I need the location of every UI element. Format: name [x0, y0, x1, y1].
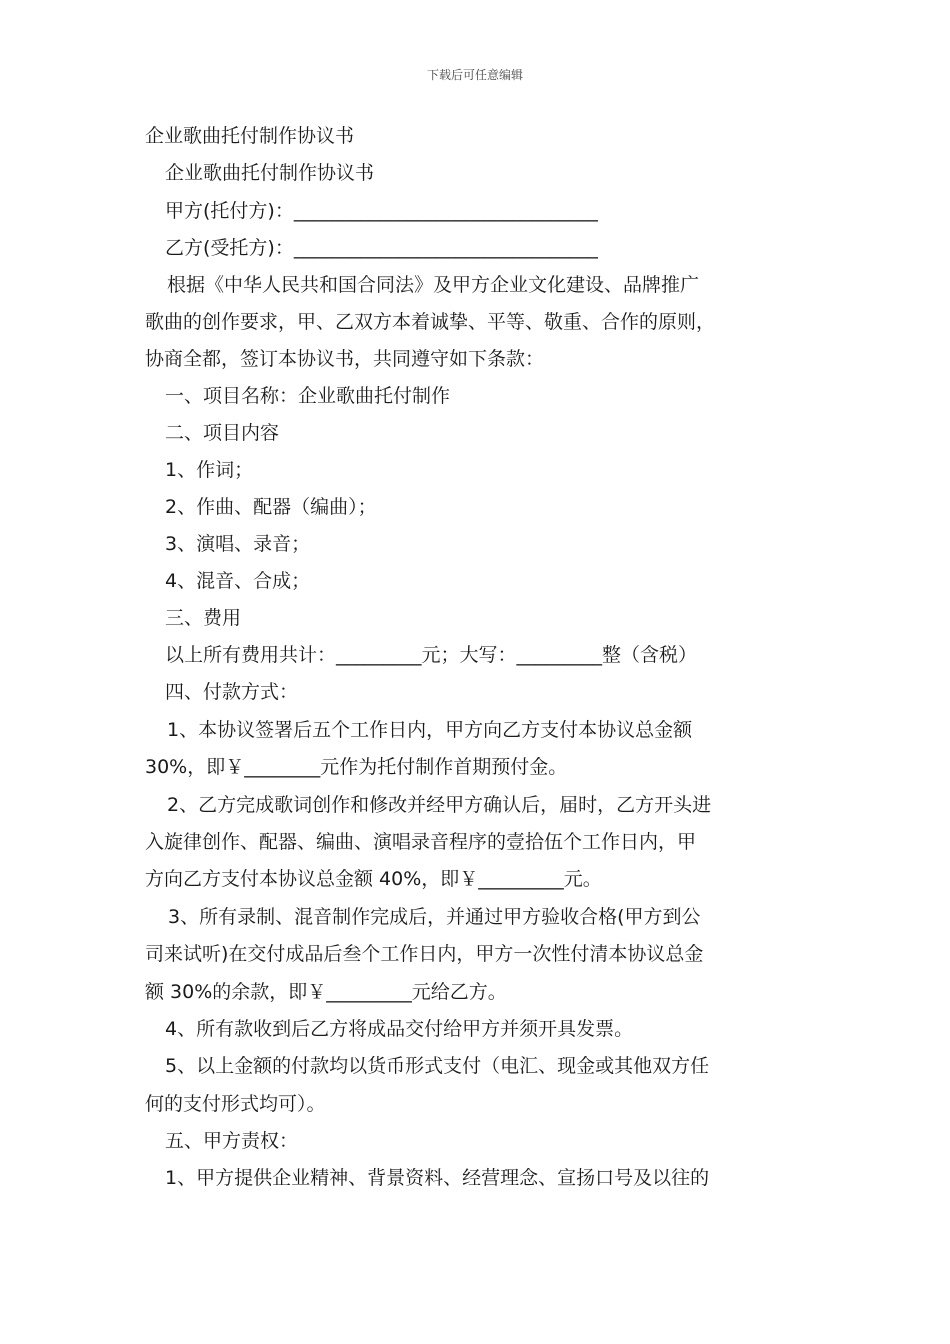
preamble-line-1: 根据《中华人民共和国合同法》及甲方企业文化建设、品牌推广 — [167, 274, 700, 296]
payment-4-line: 4、所有款收到后乙方将成品交付给甲方并须开具发票。 — [165, 1018, 634, 1040]
payment-2-line-3: 方向乙方支付本协议总金额 40%，即￥_________元。 — [145, 868, 602, 890]
content-item-3: 3、演唱、录音； — [165, 533, 311, 555]
payment-1-line-1: 1、本协议签署后五个工作日内，甲方向乙方支付本协议总金额 — [167, 719, 693, 741]
party-b-line: 乙方(受托方)：________________________________ — [165, 237, 598, 259]
document-title: 企业歌曲托付制作协议书 — [145, 125, 355, 147]
section-1-heading: 一、项目名称：企业歌曲托付制作 — [165, 385, 451, 407]
party-a-line: 甲方(托付方)：________________________________ — [165, 200, 598, 222]
payment-3-line-1: 3、所有录制、混音制作完成后，并通过甲方验收合格(甲方到公 — [168, 906, 701, 928]
payment-3-line-3: 额 30%的余款，即￥_________元给乙方。 — [145, 981, 507, 1003]
fee-total-line: 以上所有费用共计：_________元；大写：_________整（含税） — [165, 644, 698, 666]
section-4-heading: 四、付款方式： — [165, 681, 299, 703]
header-note: 下载后可任意编辑 — [426, 68, 523, 82]
payment-2-line-2: 入旋律创作、配器、编曲、演唱录音程序的壹拾伍个工作日内，甲 — [145, 831, 697, 853]
payment-1-line-2: 30%，即￥________元作为托付制作首期预付金。 — [145, 756, 568, 778]
content-item-2: 2、作曲、配器（编曲）； — [165, 496, 377, 518]
section-2-heading: 二、项目内容 — [165, 422, 280, 444]
payment-5-line-1: 5、以上金额的付款均以货币形式支付（电汇、现金或其他双方任 — [165, 1055, 710, 1077]
payment-2-line-1: 2、乙方完成歌词创作和修改并经甲方确认后，届时，乙方开头进 — [167, 794, 712, 816]
party-a-duty-1-line-1: 1、甲方提供企业精神、背景资料、经营理念、宣扬口号及以往的 — [165, 1167, 710, 1189]
content-item-4: 4、混音、合成； — [165, 570, 311, 592]
payment-5-line-2: 何的支付形式均可）。 — [145, 1093, 326, 1115]
document-subtitle: 企业歌曲托付制作协议书 — [165, 162, 375, 184]
section-5-heading: 五、甲方责权： — [165, 1130, 299, 1152]
preamble-line-3: 协商全都，签订本协议书，共同遵守如下条款： — [145, 348, 545, 370]
payment-3-line-2: 司来试听)在交付成品后叁个工作日内，甲方一次性付清本协议总金 — [145, 943, 704, 965]
content-item-1: 1、作词； — [165, 459, 254, 481]
section-3-heading: 三、费用 — [165, 607, 242, 629]
preamble-line-2: 歌曲的创作要求，甲、乙双方本着诚挚、平等、敬重、合作的原则， — [145, 311, 716, 333]
